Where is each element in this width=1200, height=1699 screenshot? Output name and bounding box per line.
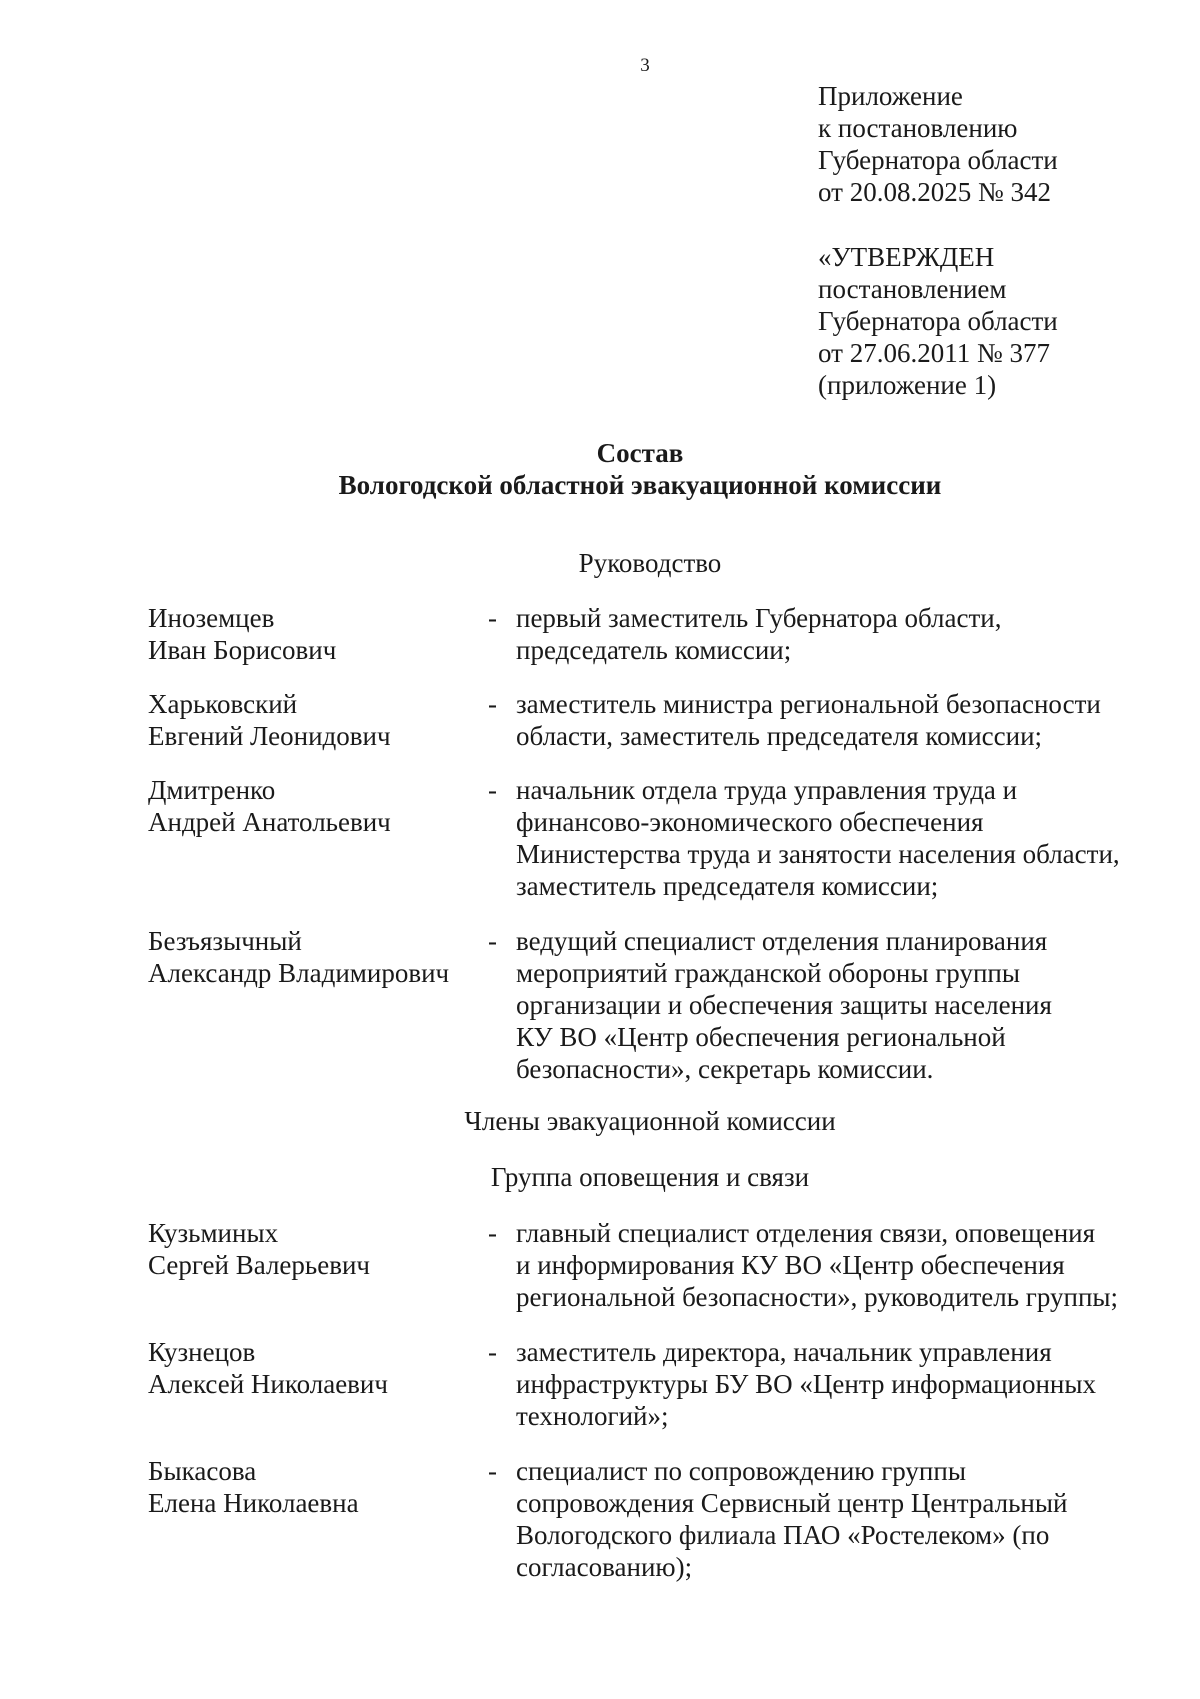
member-role bbox=[516, 925, 1186, 1085]
dash-separator: - bbox=[488, 1337, 497, 1367]
approval-line: (приложение 1) bbox=[818, 370, 997, 400]
dash-separator: - bbox=[488, 1456, 497, 1486]
role-line: инфраструктуры БУ ВО «Центр информационных bbox=[516, 1369, 1097, 1399]
role-line: региональной безопасности», руководитель группы; bbox=[516, 1282, 1119, 1312]
member-role bbox=[516, 688, 1186, 752]
surname: Кузнецов bbox=[148, 1337, 256, 1367]
role-line: технологий»; bbox=[516, 1401, 669, 1431]
page-number: 3 bbox=[640, 55, 650, 76]
dash-separator: - bbox=[488, 689, 497, 719]
surname: Иноземцев bbox=[148, 603, 275, 633]
role-line: председатель комиссии; bbox=[516, 635, 792, 665]
approval-stamp-block bbox=[818, 241, 1188, 401]
member-name bbox=[148, 1336, 478, 1400]
role-line: области, заместитель председателя комиссии; bbox=[516, 721, 1043, 751]
role-line: начальник отдела труда управления труда и bbox=[516, 775, 1018, 805]
appendix-line: от 20.08.2025 № 342 bbox=[818, 177, 1051, 207]
role-line: финансово-экономического обеспечения bbox=[516, 807, 984, 837]
surname: Кузьминых bbox=[148, 1218, 279, 1248]
given-names: Евгений Леонидович bbox=[148, 721, 391, 751]
role-line: специалист по сопровождению группы bbox=[516, 1456, 966, 1486]
appendix-line: к постановлению bbox=[818, 113, 1018, 143]
role-line: Вологодского филиала ПАО «Ростелеком» (по bbox=[516, 1520, 1050, 1550]
role-line: Министерства труда и занятости населения области, bbox=[516, 839, 1120, 869]
role-line: согласованию); bbox=[516, 1552, 693, 1582]
role-line: КУ ВО «Центр обеспечения региональной bbox=[516, 1022, 1006, 1052]
surname: Дмитренко bbox=[148, 775, 276, 805]
appendix-block bbox=[818, 80, 1188, 208]
given-names: Сергей Валерьевич bbox=[148, 1250, 370, 1280]
appendix-line: Губернатора области bbox=[818, 145, 1058, 175]
surname: Быкасова bbox=[148, 1456, 257, 1486]
member-name bbox=[148, 1455, 478, 1519]
dash-separator: - bbox=[488, 926, 497, 956]
approval-line: Губернатора области bbox=[818, 306, 1058, 336]
approval-line: постановлением bbox=[818, 274, 1007, 304]
document-title bbox=[0, 437, 1200, 501]
member-name bbox=[148, 925, 478, 989]
member-name bbox=[148, 774, 478, 838]
role-line: заместитель директора, начальник управления bbox=[516, 1337, 1052, 1367]
member-role bbox=[516, 774, 1186, 902]
given-names: Алексей Николаевич bbox=[148, 1369, 388, 1399]
member-name bbox=[148, 688, 478, 752]
surname: Харьковский bbox=[148, 689, 298, 719]
appendix-line: Приложение bbox=[818, 81, 963, 111]
role-line: ведущий специалист отделения планирования bbox=[516, 926, 1048, 956]
role-line: сопровождения Сервисный центр Центральный bbox=[516, 1488, 1068, 1518]
role-line: мероприятий гражданской обороны группы bbox=[516, 958, 1020, 988]
role-line: заместитель министра региональной безопасности bbox=[516, 689, 1101, 719]
section-heading-members: Члены эвакуационной комиссии bbox=[464, 1106, 836, 1136]
given-names: Андрей Анатольевич bbox=[148, 807, 391, 837]
role-line: первый заместитель Губернатора области, bbox=[516, 603, 1002, 633]
role-line: безопасности», секретарь комиссии. bbox=[516, 1054, 934, 1084]
section-heading-leadership: Руководство bbox=[578, 548, 722, 578]
approval-line: «УТВЕРЖДЕН bbox=[818, 242, 995, 272]
title-line: Состав bbox=[596, 438, 684, 468]
member-role bbox=[516, 1336, 1186, 1432]
title-line: Вологодской областной эвакуационной комиссии bbox=[338, 470, 942, 500]
role-line: организации и обеспечения защиты населения bbox=[516, 990, 1052, 1020]
dash-separator: - bbox=[488, 1218, 497, 1248]
member-name bbox=[148, 602, 478, 666]
dash-separator: - bbox=[488, 603, 497, 633]
member-name bbox=[148, 1217, 478, 1281]
member-role bbox=[516, 602, 1186, 666]
given-names: Елена Николаевна bbox=[148, 1488, 359, 1518]
section-heading-notification-group: Группа оповещения и связи bbox=[490, 1162, 810, 1192]
role-line: и информирования КУ ВО «Центр обеспечения bbox=[516, 1250, 1065, 1280]
dash-separator: - bbox=[488, 775, 497, 805]
given-names: Иван Борисович bbox=[148, 635, 337, 665]
surname: Безъязычный bbox=[148, 926, 302, 956]
member-role bbox=[516, 1455, 1186, 1583]
member-role bbox=[516, 1217, 1186, 1313]
role-line: главный специалист отделения связи, оповещения bbox=[516, 1218, 1096, 1248]
approval-line: от 27.06.2011 № 377 bbox=[818, 338, 1050, 368]
given-names: Александр Владимирович bbox=[148, 958, 450, 988]
role-line: заместитель председателя комиссии; bbox=[516, 871, 939, 901]
